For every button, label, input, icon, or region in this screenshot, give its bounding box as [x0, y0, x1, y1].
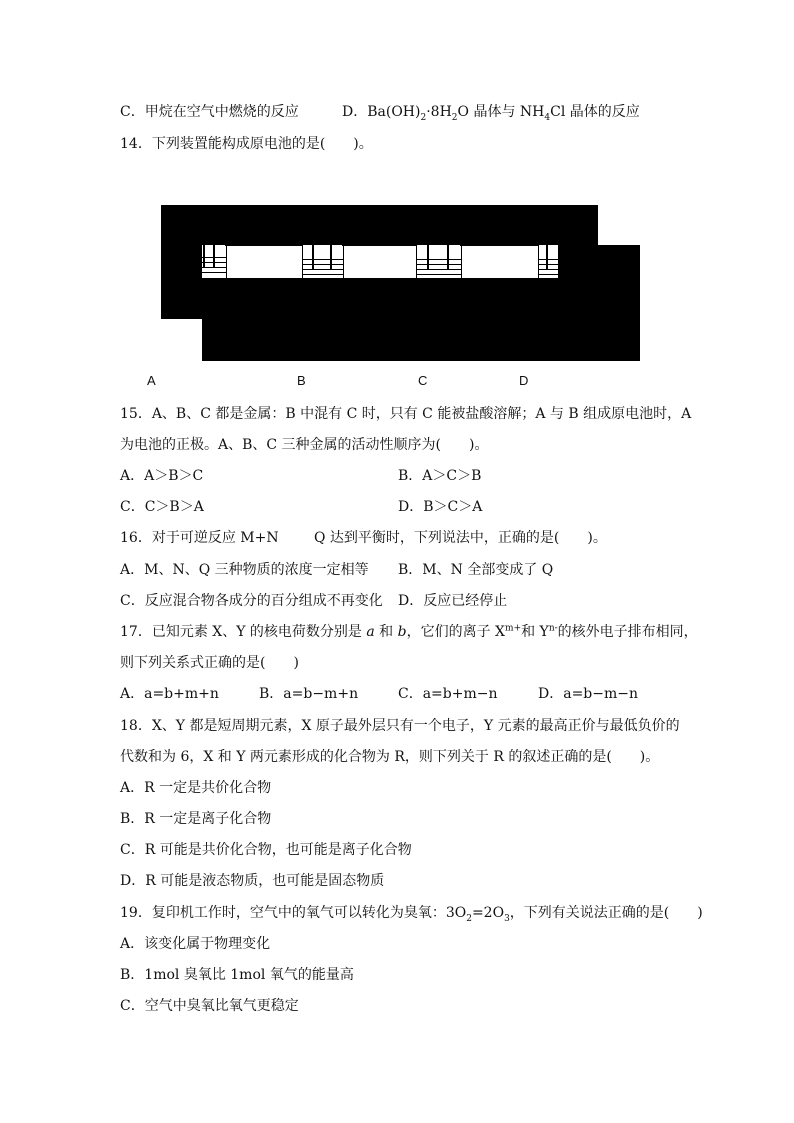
q18-option-a: A．R 一定是共价化合物 [120, 780, 272, 796]
electrode [447, 245, 449, 269]
q16-stem-pre: 16．对于可逆反应 M+N [120, 530, 279, 546]
q14-stem: 14．下列装置能构成原电池的是( )。 [120, 136, 373, 152]
q18-stem-line1: 18．X、Y 都是短周期元素，X 原子最外层只有一个电子，Y 元素的最高正价与最低负价的 [120, 718, 680, 734]
q13-option-d: D．$Ba(OH)_2\cdot 8H_2O$ 晶体与 $NH_4Cl$ 晶体的反应 [342, 104, 640, 123]
q17-option-d: D．a=b−m−n [538, 686, 639, 702]
q15-option-b: B．A＞C＞B [398, 468, 482, 484]
q16-stem-post: Q 达到平衡时，下列说法中，正确的是( )。 [314, 530, 607, 546]
electrode [312, 245, 314, 269]
wire [460, 245, 538, 246]
q19-option-c: C．空气中臭氧比氧气更稳定 [120, 998, 299, 1014]
q17-option-b: B．a=b−m+n [259, 686, 359, 702]
q16-option-c: C．反应混合物各成分的百分组成不再变化 [120, 593, 383, 609]
figure-right-stub [557, 245, 598, 278]
q18-stem-line2: 代数和为 6，X 和 Y 两元素形成的化合物为 R，则下列关于 R 的叙述正确的是( )。 [120, 749, 660, 765]
q17-option-c: C．a=b+m−n [398, 686, 498, 702]
q19-stem: 19．复印机工作时，空气中的氧气可以转化为臭氧：$3O_2=2O_3$，下列有关说法正确的是( ) [120, 905, 703, 924]
wire [342, 245, 416, 246]
electrode [203, 245, 205, 267]
q16-option-a: A．M、N、Q 三种物质的浓度一定相等 [120, 562, 369, 578]
q16-option-b: B．M、N 全部变成了 Q [398, 562, 554, 578]
beaker-b [302, 245, 344, 278]
q15-option-c: C．C＞B＞A [120, 499, 204, 515]
figure-base [202, 318, 598, 361]
electrode [427, 245, 429, 269]
q19-option-a: A．该变化属于物理变化 [120, 936, 271, 952]
beaker-d [538, 245, 559, 278]
q16-option-d: D．反应已经停止 [398, 593, 508, 609]
figure-label-a: A [147, 373, 156, 388]
figure-label-b: B [297, 373, 306, 388]
beaker-c [416, 245, 462, 278]
wire [225, 245, 302, 246]
q15-stem-line1: 15．A、B、C 都是金属：B 中混有 C 时，只有 C 能被盐酸溶解；A 与 B 组成原电池时，A [120, 406, 692, 422]
q15-option-a: A．A＞B＞C [120, 468, 204, 484]
electrode [546, 245, 548, 269]
q17-stem-line2: 则下列关系式正确的是( ) [120, 655, 299, 671]
electrode [213, 245, 215, 267]
figure-left-stub [161, 245, 201, 278]
q13-option-c: C．甲烷在空气中燃烧的反应 [120, 104, 299, 120]
figure-bottom-bar [161, 278, 598, 319]
q15-option-d: D．B＞C＞A [398, 499, 483, 515]
figure-label-c: C [418, 373, 428, 388]
figure-label-d: D [519, 373, 529, 388]
q19-option-b: B．1mol 臭氧比 1mol 氧气的能量高 [120, 967, 354, 983]
q18-option-c: C．R 可能是共价化合物，也可能是离子化合物 [120, 842, 412, 858]
figure-top-bar [161, 205, 598, 245]
q15-stem-line2: 为电池的正极。A、B、C 三种金属的活动性顺序为( )。 [120, 437, 489, 453]
q18-option-b: B．R 一定是离子化合物 [120, 811, 272, 827]
q18-option-d: D．R 可能是液态物质，也可能是固态物质 [120, 873, 385, 889]
figure-side-block [598, 245, 640, 361]
electrode [330, 245, 332, 269]
q17-option-a: A．a=b+m+n [120, 686, 219, 702]
q17-stem-line1: 17．已知元素 X、Y 的核电荷数分别是 a 和 b，它们的离子 $X^{m+}$和 $Y^{n-}$的核外电子排布相同， [120, 623, 698, 640]
